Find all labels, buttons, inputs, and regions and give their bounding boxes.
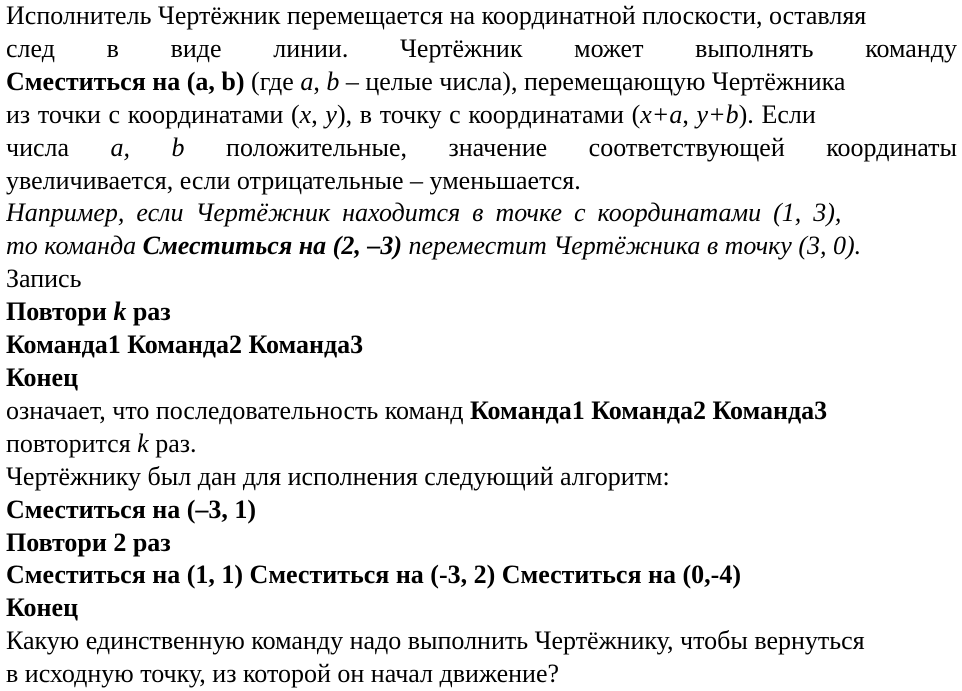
- intro-word: след: [6, 33, 55, 63]
- intro-word: линии.: [273, 33, 349, 63]
- text-fragment: раз.: [148, 428, 197, 458]
- algorithm-end: [6, 592, 957, 625]
- intro-word: координаты: [826, 132, 957, 162]
- algorithm-command: Сместиться на (–3, 1): [6, 494, 257, 524]
- end-keyword: Конец: [6, 593, 79, 623]
- example-line-2: [6, 230, 957, 263]
- text-fragment: ,: [313, 66, 327, 96]
- end-keyword: Конец: [6, 362, 79, 392]
- text-fragment: означает, что последовательность команд: [6, 395, 470, 425]
- example-text: переместит Чертёжника в точку (3, 0).: [401, 231, 862, 261]
- example-text: Например, если Чертёжник находится в точке с координатами (1, 3),: [6, 198, 842, 228]
- intro-line-5: [6, 132, 957, 165]
- intro-word: b: [171, 132, 185, 162]
- expression-y-plus-b: y+b: [696, 99, 739, 129]
- intro-word: Чертёжник: [400, 33, 523, 63]
- text-fragment: (где: [244, 66, 301, 96]
- record-repeat: [6, 296, 957, 329]
- text-fragment: ), в точку с координатами (: [336, 99, 641, 129]
- record-repeats: [6, 428, 957, 461]
- text-fragment: ,: [311, 99, 326, 129]
- variable-k: k: [137, 428, 149, 458]
- algorithm-repeat: [6, 527, 957, 560]
- example-command: Сместиться на (2, –3): [142, 231, 402, 261]
- record-label: Запись: [6, 264, 82, 294]
- intro-word: в: [106, 33, 119, 63]
- intro-line-1: Исполнитель Чертёжник перемещается на координатной плоскости, оставляя: [6, 1, 867, 30]
- question-line-1: Какую единственную команду надо выполнить Чертёжнику, чтобы вернуться: [6, 626, 865, 656]
- variable-y: y: [325, 99, 337, 129]
- text-fragment: ,: [682, 99, 697, 129]
- intro-word: выполнять: [695, 33, 814, 63]
- text-fragment: из точки с координатами (: [6, 99, 300, 129]
- record-means: [6, 395, 957, 428]
- record-commands: [6, 329, 957, 362]
- question-line-2: в исходную точку, из которой он начал движение?: [6, 659, 560, 689]
- algorithm-command: Сместиться на (1, 1) Сместиться на (-3, 2) Сместиться на (0,-4): [6, 560, 741, 590]
- repeat-keyword: Повтори: [6, 297, 114, 327]
- example-line-1: [6, 197, 957, 230]
- command-name: Сместиться на (a, b): [6, 66, 245, 96]
- text-fragment: – целые числа), перемещающую Чертёжника: [339, 66, 846, 96]
- commands-list: Команда1 Команда2 Команда3: [6, 330, 364, 360]
- variable-k: k: [113, 297, 127, 327]
- algorithm-body: [6, 559, 957, 592]
- repeat-keyword: раз: [126, 297, 171, 327]
- algorithm-step-1: [6, 494, 957, 527]
- repeat-keyword: Повтори 2 раз: [6, 527, 171, 557]
- intro-word: команду: [865, 33, 957, 63]
- text-fragment: ). Если: [738, 99, 816, 129]
- variable-x: x: [299, 99, 312, 129]
- expression-x-plus-a: x+a: [640, 99, 683, 129]
- variable-a: a: [300, 66, 314, 96]
- example-text: то команда: [6, 231, 143, 261]
- intro-word: a,: [110, 132, 131, 162]
- intro-word: числа: [6, 132, 70, 162]
- record-end: [6, 362, 957, 395]
- intro-line-6: увеличивается, если отрицательные – уменьшается.: [6, 165, 581, 195]
- intro-word: соответствующей: [588, 132, 785, 162]
- intro-word: виде: [170, 33, 222, 63]
- intro-line-2: [6, 33, 957, 66]
- intro-line-3: [6, 66, 957, 99]
- intro-word: может: [574, 33, 644, 63]
- intro-line-4: [6, 99, 957, 132]
- commands-list: Команда1 Команда2 Команда3: [469, 395, 828, 425]
- variable-b: b: [326, 66, 340, 96]
- intro-word: значение: [448, 132, 548, 162]
- text-fragment: повторится: [6, 428, 138, 458]
- intro-word: положительные,: [226, 132, 407, 162]
- algorithm-intro: Чертёжнику был дан для исполнения следующий алгоритм:: [6, 461, 670, 491]
